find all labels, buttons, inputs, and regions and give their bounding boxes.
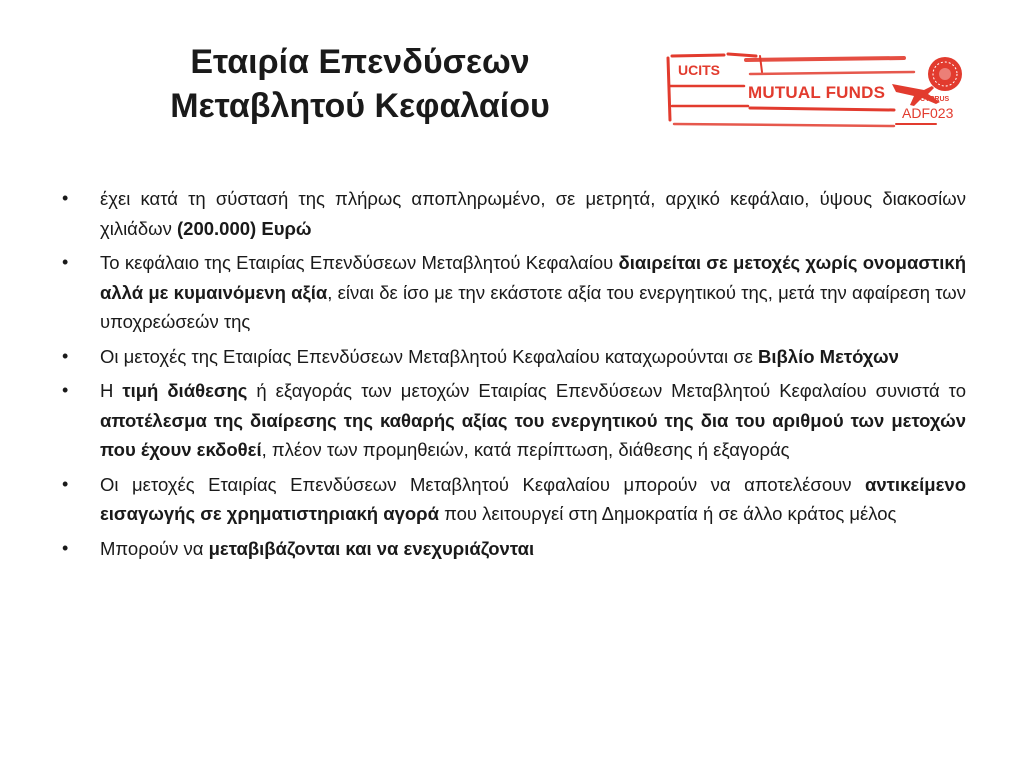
bullet-bold-text: Βιβλίο Μετόχων — [758, 345, 899, 367]
bullet-list — [62, 184, 966, 568]
slide-title-line-2: Μεταβλητού Κεφαλαίου — [170, 87, 550, 125]
ucits-mutual-funds-logo — [664, 50, 974, 134]
bullet-bold-text: διαιρείται σε μετοχές χωρίς ονομαστική αλλά με κυμαινόμενη αξία — [100, 252, 967, 303]
bullet-text: Οι μετοχές Εταιρίας Επενδύσεων Μεταβλητού Κεφαλαίου μπορούν να αποτελέσουν — [100, 473, 866, 495]
bullet-item — [62, 342, 966, 372]
bullet-text: Μπορούν να — [100, 537, 209, 559]
bullet-item — [62, 376, 966, 465]
bullet-text: Οι μετοχές της Εταιρίας Επενδύσεων Μεταβλητού Κεφαλαίου καταχωρούνται σε — [100, 345, 759, 367]
bullet-bold-text: μεταβιβάζονται και να ενεχυριάζονται — [208, 537, 535, 559]
bullet-item — [62, 184, 966, 243]
logo-ucits-label: UCITS — [678, 62, 720, 78]
bullet-text: , είναι δε ίσο με την εκάστοτε αξία του ενεργητικού της, μετά την αφαίρεση των υποχρεώσεών της — [100, 281, 966, 332]
bullet-text: Το κεφάλαιο της Εταιρίας Επενδύσεων Μεταβλητού Κεφαλαίου — [100, 252, 619, 273]
bullet-text: Η — [100, 380, 123, 401]
bullet-text: που λειτουργεί στη Δημοκρατία ή σε άλλο κράτος μέλος — [438, 503, 897, 524]
bullet-bold-text: (200.000) Ευρώ — [177, 217, 312, 239]
bullet-text: ή εξαγοράς των μετοχών Εταιρίας Επενδύσεων Μεταβλητού Κεφαλαίου συνιστά το — [247, 380, 966, 401]
bullet-text: έχει κατά τη σύστασή της πλήρως αποπληρωμένο, σε μετρητά, αρχικό κεφάλαιο, ύψους διακοσίων χιλιάδων — [100, 188, 966, 239]
bullet-bold-text: τιμή διάθεσης — [122, 380, 248, 401]
slide-title — [100, 40, 620, 128]
seal-icon — [928, 57, 962, 91]
bullet-bold-text: αντικείμενο εισαγωγής σε χρηματιστηριακή αγορά — [100, 473, 966, 524]
logo-adf-label: ADF023 — [902, 105, 954, 121]
bullet-item — [62, 470, 966, 529]
slide-title-line-1: Εταιρία Επενδύσεων — [190, 43, 530, 81]
logo-mutual-funds-label: MUTUAL FUNDS — [748, 83, 886, 102]
logo-cyprus-label: CYPRUS — [920, 96, 950, 103]
bullet-text: , πλέον των προμηθειών, κατά περίπτωση, διάθεσης ή εξαγοράς — [261, 439, 790, 460]
bullet-bold-text: αποτέλεσμα της διαίρεσης της καθαρής αξίας του ενεργητικού της δια του αριθμού των μετοχών που έχουν εκδοθεί — [100, 409, 966, 460]
bullet-item — [62, 248, 966, 337]
bullet-item — [62, 534, 966, 564]
